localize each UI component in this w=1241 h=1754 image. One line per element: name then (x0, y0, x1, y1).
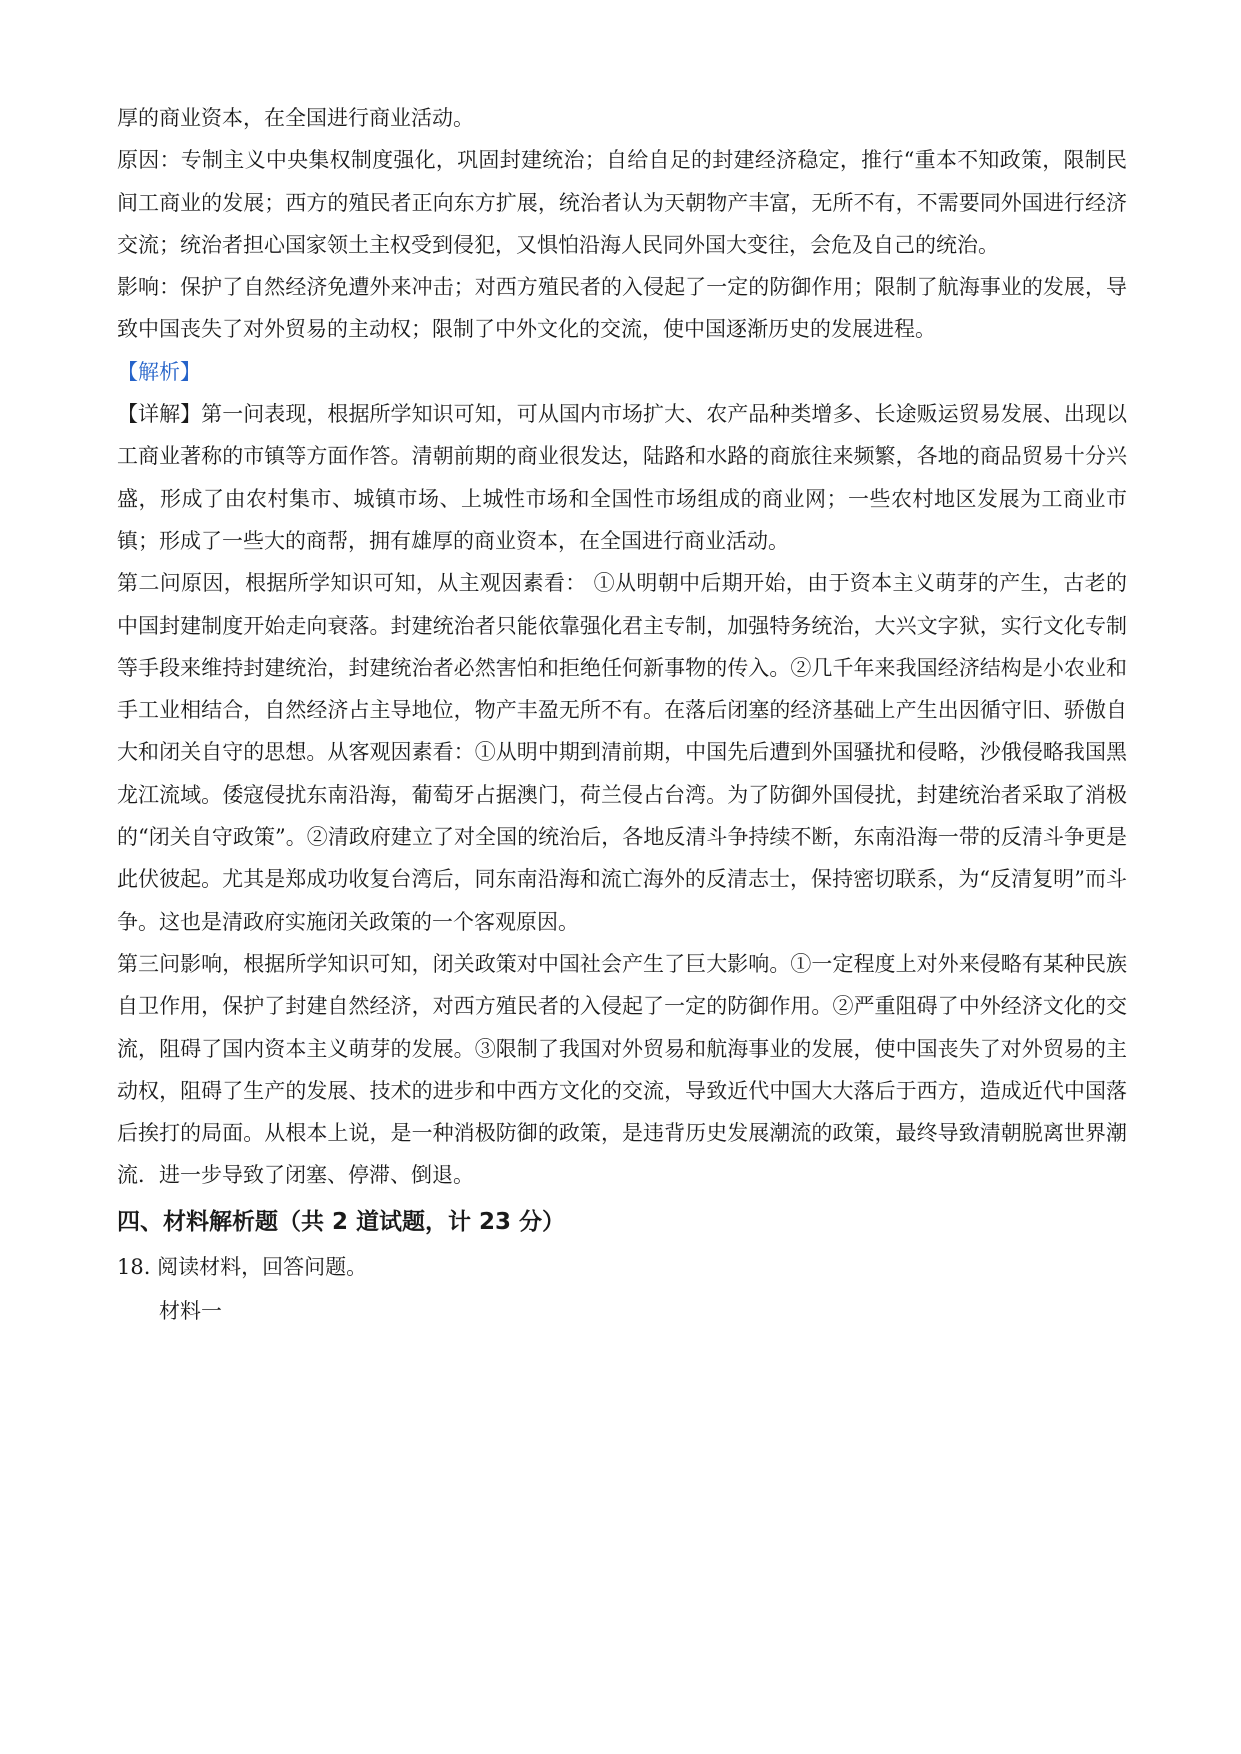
section-heading: 四、材料解析题（共 2 道试题，计 23 分） (117, 1208, 566, 1235)
analysis-label: 【解析】 (117, 359, 201, 384)
answer-paragraph-1: 厚的商业资本，在全国进行商业活动。 (117, 106, 474, 130)
document-page (117, 97, 1127, 1333)
material-label: 材料一 (159, 1298, 222, 1323)
answer-paragraph-impact: 影响：保护了自然经济免遭外来冲击；对西方殖民者的入侵起了一定的防御作用；限制了航海事业的发展，导致中国丧失了对外贸易的主动权；限制了中外文化的交流，使中国逐渐历史的发展进程。 (117, 275, 1127, 342)
question-18: 18. 阅读材料，回答问题。 (117, 1254, 368, 1279)
analysis-paragraph-1: 【详解】第一问表现，根据所学知识可知，可从国内市场扩大、农产品种类增多、长途贩运贸易发展、出现以工商业著称的市镇等方面作答。清朝前期的商业很发达，陆路和水路的商旅往来频繁，各地的商品贸易十分兴盛，形成了由农村集市、城镇市场、上城性市场和全国性市场组成的商业网；一些农村地区发展为工商业市镇；形成了一些大的商帮，拥有雄厚的商业资本，在全国进行商业活动。 (117, 402, 1127, 553)
analysis-paragraph-2: 第二问原因，根据所学知识可知，从主观因素看： ①从明朝中后期开始，由于资本主义萌芽的产生，古老的中国封建制度开始走向衰落。封建统治者只能依靠强化君主专制，加强特务统治，大兴文字狱，实行文化专制等手段来维持封建统治，封建统治者必然害怕和拒绝任何新事物的传入。②几千年来我国经济结构是小农业和手工业相结合，自然经济占主导地位，物产丰盈无所不有。在落后闭塞的经济基础上产生出因循守旧、骄傲自大和闭关自守的思想。从客观因素看：①从明中期到清前期，中国先后遭到外国骚扰和侵略，沙俄侵略我国黑龙江流域。倭寇侵扰东南沿海，葡萄牙占据澳门，荷兰侵占台湾。为了防御外国侵扰，封建统治者采取了消极的“闭关自守政策”。②清政府建立了对全国的统治后，各地反清斗争持续不断，东南沿海一带的反清斗争更是此伏彼起。尤其是郑成功收复台湾后，同东南沿海和流亡海外的反清志士，保持密切联系，为“反清复明”而斗争。这也是清政府实施闭关政策的一个客观原因。 (117, 571, 1127, 934)
answer-paragraph-reasons: 原因：专制主义中央集权制度强化，巩固封建统治；自给自足的封建经济稳定，推行“重本不知政策，限制民间工商业的发展；西方的殖民者正向东方扩展，统治者认为天朝物产丰富，无所不有，不需要同外国进行经济交流；统治者担心国家领土主权受到侵犯，又惧怕沿海人民同外国大变往，会危及自己的统治。 (117, 148, 1127, 257)
analysis-paragraph-3: 第三问影响，根据所学知识可知，闭关政策对中国社会产生了巨大影响。①一定程度上对外来侵略有某种民族自卫作用，保护了封建自然经济，对西方殖民者的入侵起了一定的防御作用。②严重阻碍了中外经济文化的交流，阻碍了国内资本主义萌芽的发展。③限制了我国对外贸易和航海事业的发展，使中国丧失了对外贸易的主动权，阻碍了生产的发展、技术的进步和中西方文化的交流，导致近代中国大大落后于西方，造成近代中国落后挨打的局面。从根本上说，是一种消极防御的政策，是违背历史发展潮流的政策，最终导致清朝脱离世界潮流．进一步导致了闭塞、停滞、倒退。 (117, 951, 1127, 1188)
